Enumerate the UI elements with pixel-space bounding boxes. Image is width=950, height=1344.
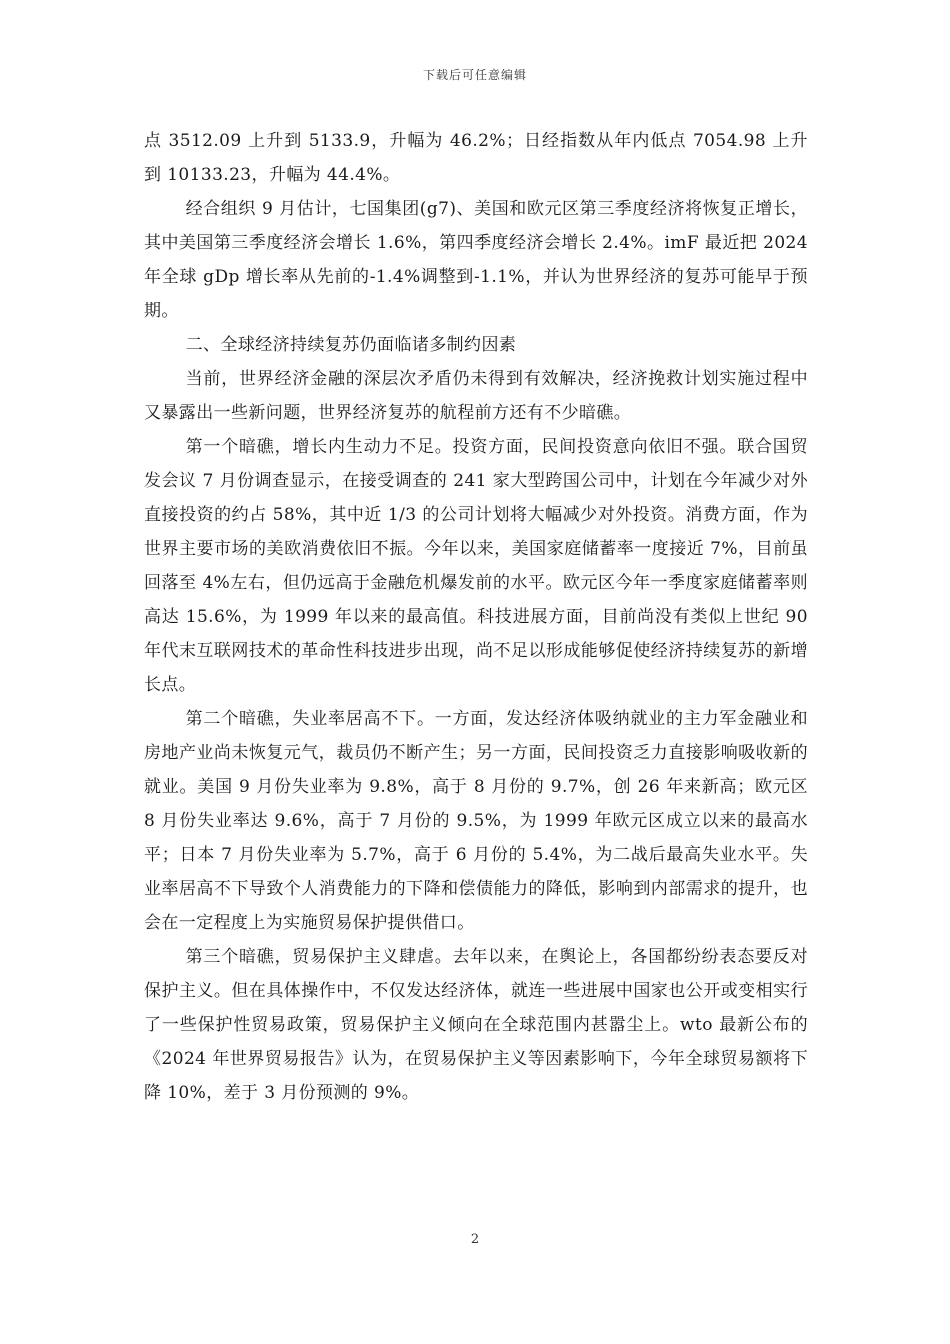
paragraph-second-reef: 第二个暗礁，失业率居高不下。一方面，发达经济体吸纳就业的主力军金融业和房地产业尚未恢复元气，裁员仍不断产生；另一方面，民间投资乏力直接影响吸收新的就业。美国 9 月份失业率为 9.8%，高于 8 月份的 9.7%，创 26 年来新高；欧元区 8 月份失业率达 9.6%，高于 7 月份的 9.5%，为 1999 年欧元区成立以来的最高水平；日本 7 月份失业率为 5.7%，高于 6 月份的 5.4%，为二战后最高失业水平。失业率居高不下导致个人消费能力的下降和偿债能力的降低，影响到内部需求的提升，也会在一定程度上为实施贸易保护提供借口。 <box>144 709 808 933</box>
paragraph-third-reef: 第三个暗礁，贸易保护主义肆虐。去年以来，在舆论上，各国都纷纷表态要反对保护主义。但在具体操作中，不仅发达经济体，就连一些进展中国家也公开或变相实行了一些保护性贸易政策，贸易保护主义倾向在全球范围内甚嚣尘上。wto 最新公布的《2024 年世界贸易报告》认为，在贸易保护主义等因素影响下，今年全球贸易额将下降 10%，差于 3 月份预测的 9%。 <box>144 947 808 1103</box>
page-header: 下载后可任意编辑 <box>422 68 527 82</box>
document-body <box>144 124 808 1110</box>
section-heading: 二、全球经济持续复苏仍面临诸多制约因素 <box>185 335 517 355</box>
paragraph-first-reef: 第一个暗礁，增长内生动力不足。投资方面，民间投资意向依旧不强。联合国贸发会议 7 月份调查显示，在接受调查的 241 家大型跨国公司中，计划在今年减少对外直接投资的约占 58%，其中近 1/3 的公司计划将大幅减少对外投资。消费方面，作为世界主要市场的美欧消费依旧不振。今年以来，美国家庭储蓄率一度接近 7%，目前虽回落至 4%左右，但仍远高于金融危机爆发前的水平。欧元区今年一季度家庭储蓄率则高达 15.6%，为 1999 年以来的最高值。科技进展方面，目前尚没有类似上世纪 90 年代末互联网技术的革命性科技进步出现，尚不足以形成能够促使经济持续复苏的新增长点。 <box>144 437 808 695</box>
page-number: 2 <box>470 1232 480 1247</box>
paragraph-continuation: 点 3512.09 上升到 5133.9，升幅为 46.2%；日经指数从年内低点 7054.98 上升到 10133.23，升幅为 44.4%。 <box>144 131 808 185</box>
paragraph-oecd-estimate: 经合组织 9 月估计，七国集团(g7)、美国和欧元区第三季度经济将恢复正增长，其中美国第三季度经济会增长 1.6%，第四季度经济会增长 2.4%。imF 最近把 2024 年全球 gDp 增长率从先前的-1.4%调整到-1.1%，并认为世界经济的复苏可能早于预期。 <box>144 199 808 321</box>
paragraph-intro: 当前，世界经济金融的深层次矛盾仍未得到有效解决，经济挽救计划实施过程中又暴露出一些新问题，世界经济复苏的航程前方还有不少暗礁。 <box>144 369 808 423</box>
